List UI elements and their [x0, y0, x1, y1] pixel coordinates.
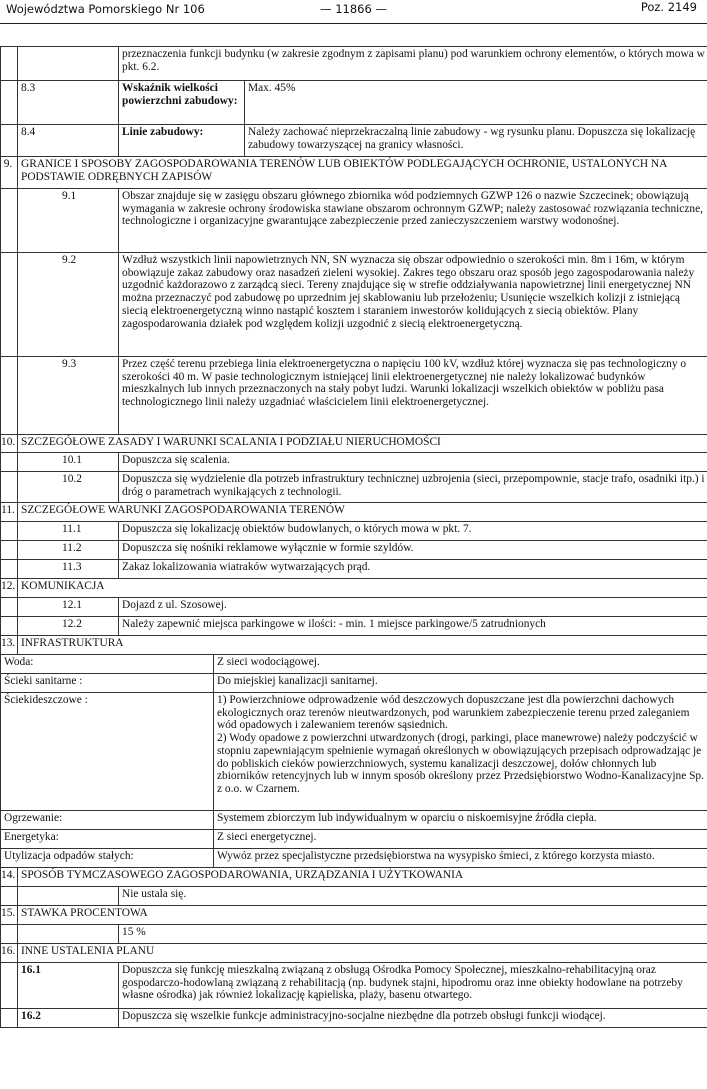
infra-label: Utylizacja odpadów stałych: [1, 849, 214, 868]
section-row [1, 636, 707, 655]
row-text: Należy zapewnić miejsca parkingowe w ilości: - min. 1 miejsce parkingowe/5 zatrudnionych [119, 617, 707, 636]
page-header [0, 0, 707, 18]
section-row [1, 157, 707, 189]
row-text: Dojazd z ul. Szosowej. [119, 598, 707, 617]
infra-text: Z sieci wodociągowej. [214, 655, 707, 674]
row-text: Zakaz lokalizowania wiatraków wytwarzających prąd. [119, 560, 707, 579]
infra-label: Ogrzewanie: [1, 811, 214, 830]
row-number: 8.3 [18, 81, 119, 125]
row-number: 9.1 [18, 189, 119, 253]
infra-text: Wywóz przez specjalistyczne przedsiębiorstwa na wysypisko śmieci, z którego korzysta miasto. [214, 849, 707, 868]
section-title: SZCZEGÓŁOWE WARUNKI ZAGOSPODAROWANIA TERENÓW [18, 503, 707, 522]
infra-text [214, 693, 707, 811]
table-row [1, 522, 707, 541]
row-text: Przez część terenu przebiega linia elektroenergetyczna o napięciu 100 kV, wzdłuż której wyznacza się pas technologiczny o szerokości 40 m. W pasie technologicznym istniejącej linii elektroenergetycznej nie należy lokalizować budynków mieszkalnych lub innych przeznaczonych na stały pobyt ludzi. Warunki lokalizacji wszelkich obiektów w pobliżu pasa technologicznego linii należy uzgadniać właścicielem linii elektroenergetycznej. [119, 357, 707, 435]
row-number: 9.2 [18, 253, 119, 357]
row-number: 12.1 [18, 598, 119, 617]
table-row [1, 617, 707, 636]
infra-text: Systemem zbiorczym lub indywidualnym w oparciu o niskoemisyjne źródła ciepła. [214, 811, 707, 830]
infra-text: Z sieci energetycznej. [214, 830, 707, 849]
section-row [1, 435, 707, 453]
section-number: 14. [1, 868, 18, 887]
row-number: 11.1 [18, 522, 119, 541]
table-row [1, 849, 707, 868]
row-number: 11.2 [18, 541, 119, 560]
table-row [1, 811, 707, 830]
section-row [1, 579, 707, 598]
row-number: 16.1 [18, 963, 119, 1009]
table-row [1, 560, 707, 579]
section-title: SZCZEGÓŁOWE ZASADY I WARUNKI SCALANIA I PODZIAŁU NIERUCHOMOŚCI [18, 435, 707, 453]
row-text: Należy zachować nieprzekraczalną linie zabudowy - wg rysunku planu. Dopuszcza się lokalizację zabudowy towarzyszącej na granicy własności. [245, 125, 707, 157]
table-row [1, 47, 707, 81]
position-number: Poz. 2149 [640, 0, 697, 14]
table-row [1, 693, 707, 811]
section-row [1, 503, 707, 522]
section-number: 11. [1, 503, 18, 522]
row-number: 11.3 [18, 560, 119, 579]
row-text: przeznaczenia funkcji budynku (w zakresie zgodnym z zapisami planu) pod warunkiem ochrony elementów, o których mowa w pkt. 6.2. [119, 47, 707, 81]
table-row [1, 125, 707, 157]
row-text: Obszar znajduje się w zasięgu obszaru głównego zbiornika wód podziemnych GZWP 126 o nazwie Szczecinek; obowiązują wymagania w zakresie ochrony środowiska stawiane obszarom ochronnym GZWP; należy zastosować rozwiązania techniczne, technologiczne i organizacyjne gwarantujące zabezpieczenie przed zanieczyszczeniem warstwy wodonośnej. [119, 189, 707, 253]
page-number: — 11866 — [320, 2, 387, 16]
header-rule [0, 23, 707, 24]
infra-label: Ściekideszczowe : [1, 693, 214, 811]
table-row [1, 830, 707, 849]
section-title: SPOSÓB TYMCZASOWEGO ZAGOSPODAROWANIA, URZĄDZANIA I UŻYTKOWANIA [18, 868, 707, 887]
row-text: Wzdłuż wszystkich linii napowietrznych NN, SN wyznacza się obszar odpowiednio o szerokości min. 8m i 16m, w którym obowiązuje zakaz zabudowy oraz nasadzeń zieleni wysokiej. Zakres tego obszaru oraz sposób jego zagospodarowania należy uzgodnić każdorazowo z zarządcą sieci. Tereny znajdujące się w strefie oddziaływania napowietrznej linii energetycznej NN można przeznaczyć pod zabudowę po uprzednim jej skablowaniu lub przełożeniu; Usunięcie wszelkich kolizji z istniejącą siecią elektroenergetyczną winno nastąpić kosztem i staraniem inwestorów kolidujących z siecią obiektów. Plany zagospodarowania działek pod względem kolizji uzgodnić z siecią elektroenergetyczną. [119, 253, 707, 357]
table-row [1, 357, 707, 435]
section-row [1, 906, 707, 925]
section-title: STAWKA PROCENTOWA [18, 906, 707, 925]
table-row [1, 253, 707, 357]
row-text: Dopuszcza się wszelkie funkcje administracyjno-socjalne niezbędne dla potrzeb obsługi funkcji wiodącej. [119, 1009, 707, 1028]
table-row [1, 189, 707, 253]
table-row [1, 963, 707, 1009]
section-number: 9. [1, 157, 18, 189]
section-title: GRANICE I SPOSOBY ZAGOSPODAROWANIA TERENÓW LUB OBIEKTÓW PODLEGAJĄCYCH OCHRONIE, USTALONYCH NA PODSTAWIE ODRĘBNYCH ZAPISÓW [18, 157, 707, 189]
section-title: KOMUNIKACJA [18, 579, 707, 598]
section-number: 16. [1, 944, 18, 963]
row-number: 10.2 [18, 472, 119, 503]
row-number: 10.1 [18, 453, 119, 472]
infra-label: Energetyka: [1, 830, 214, 849]
row-text: Dopuszcza się lokalizację obiektów budowlanych, o których mowa w pkt. 7. [119, 522, 707, 541]
section-number: 13. [1, 636, 18, 655]
row-text: 15 % [119, 925, 707, 944]
table-row [1, 1009, 707, 1028]
infra-text: Do miejskiej kanalizacji sanitarnej. [214, 674, 707, 693]
row-text: Dopuszcza się funkcję mieszkalną związaną z obsługą Ośrodka Pomocy Społecznej, mieszkalno-rehabilitacyjną oraz gospodarczo-hodowlaną związaną z rehabilitacją (np. budynek stajni, hipodromu oraz inne obiekty hodowlane na potrzeby własne ośrodka) jak również lokalizację kąpieliska, plaży, basenu otwartego. [119, 963, 707, 1009]
table-row [1, 81, 707, 125]
row-text: Dopuszcza się nośniki reklamowe wyłącznie w formie szyldów. [119, 541, 707, 560]
table-row [1, 887, 707, 906]
row-text: Nie ustala się. [119, 887, 707, 906]
table-row [1, 453, 707, 472]
section-title: INNE USTALENIA PLANU [18, 944, 707, 963]
infra-paragraph: 1) Powierzchniowe odprowadzenie wód deszczowych dopuszczane jest dla powierzchni dachowych ekologicznych oraz terenów nieutwardzonych, pod warunkiem zabezpieczenie terenu przed zaleganiem wód opadowych i zalewaniem terenów sąsiednich. [217, 694, 690, 732]
infra-label: Ścieki sanitarne : [1, 674, 214, 693]
row-label: Linie zabudowy: [119, 125, 245, 157]
infra-paragraph: 2) Wody opadowe z powierzchni utwardzonych (drogi, parkingi, place manewrowe) należy podczyścić w stopniu zapewniającym spełnienie wymagań określonych w obowiązujących przepisach odprowadzając je do pobliskich cieków powierzchniowych, systemu kanalizacji deszczowej, dołów chłonnych lub zbiorników retencyjnych lub w innym sposób określony przez Przedsiębiorstwo Wodno-Kanalizacyjne Sp. z o.o. w Czarnem. [217, 732, 704, 795]
table-row [1, 674, 707, 693]
infra-label: Woda: [1, 655, 214, 674]
row-number: 9.3 [18, 357, 119, 435]
table-row [1, 541, 707, 560]
section-number: 15. [1, 906, 18, 925]
table-row [1, 598, 707, 617]
plan-provisions-table [0, 46, 707, 1028]
row-number: 8.4 [18, 125, 119, 157]
section-row [1, 868, 707, 887]
row-number: 12.2 [18, 617, 119, 636]
table-row [1, 655, 707, 674]
section-number: 10. [1, 435, 18, 453]
journal-title: Województwa Pomorskiego Nr 106 [6, 2, 205, 16]
section-number: 12. [1, 579, 18, 598]
section-title: INFRASTRUKTURA [18, 636, 707, 655]
section-row [1, 944, 707, 963]
row-label: Wskaźnik wielkości powierzchni zabudowy: [119, 81, 245, 125]
row-number: 16.2 [18, 1009, 119, 1028]
table-row [1, 925, 707, 944]
row-text: Dopuszcza się wydzielenie dla potrzeb infrastruktury technicznej uzbrojenia (sieci, przepompownie, stacje trafo, osadniki itp.) i dróg o parametrach wynikających z technologii. [119, 472, 707, 503]
row-text: Dopuszcza się scalenia. [119, 453, 707, 472]
table-row [1, 472, 707, 503]
row-text: Max. 45% [245, 81, 707, 125]
